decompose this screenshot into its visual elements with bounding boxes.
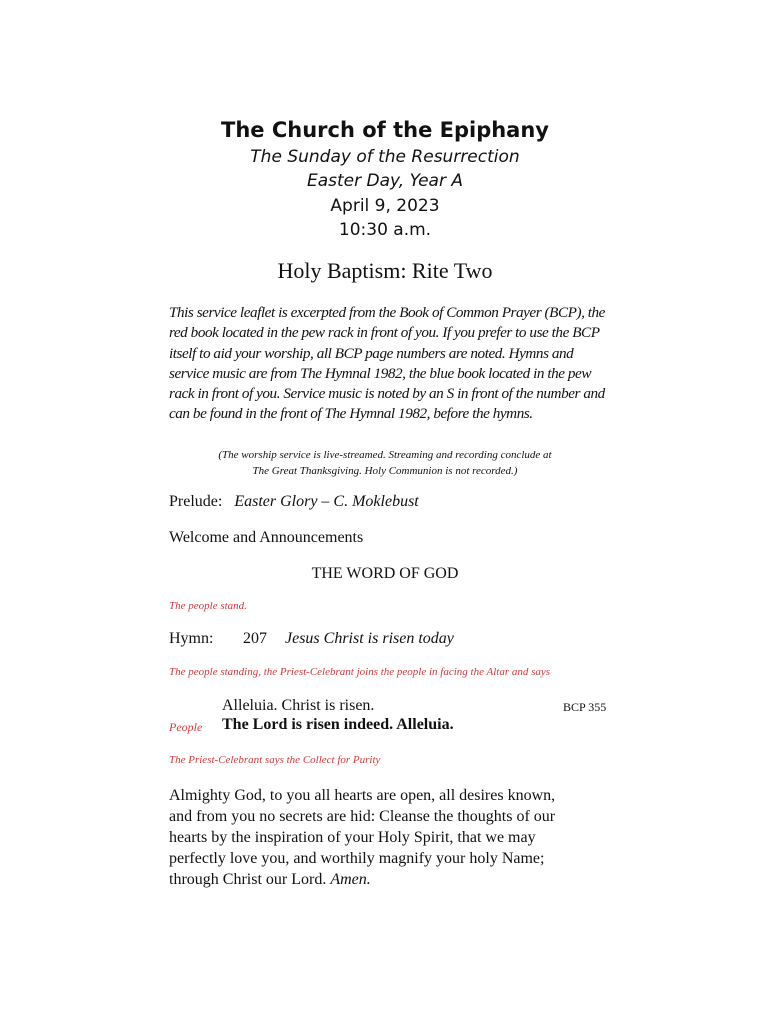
livestream-note-line2: The Great Thanksgiving. Holy Communion is not recorded.) — [252, 465, 518, 477]
collect-for-purity — [169, 785, 599, 890]
livestream-note — [0, 447, 770, 479]
service-title: Holy Baptism: Rite Two — [277, 258, 493, 283]
livestream-note-line1: (The worship service is live-streamed. Streaming and recording conclude at — [218, 449, 552, 461]
people-response: The Lord is risen indeed. Alleluia. — [222, 716, 454, 733]
collect-line: hearts by the inspiration of your Holy Spirit, that we may — [169, 829, 536, 846]
church-name: The Church of the Epiphany — [221, 118, 549, 142]
hymn-label: Hymn: — [169, 630, 214, 647]
hymn-number: 207 — [243, 630, 267, 647]
rubric-collect: The Priest-Celebrant says the Collect for Purity — [169, 754, 381, 766]
collect-line: through Christ our Lord. — [169, 871, 327, 888]
prelude-piece: Easter Glory – C. Moklebust — [234, 493, 419, 510]
sunday-name: The Sunday of the Resurrection — [250, 147, 520, 167]
collect-line: Almighty God, to you all hearts are open, all desires known, — [169, 787, 556, 804]
prelude-label: Prelude: — [169, 493, 223, 510]
service-time: 10:30 a.m. — [338, 220, 432, 240]
hymn-title: Jesus Christ is risen today — [285, 630, 454, 647]
section-heading: THE WORD OF GOD — [311, 565, 459, 582]
rubric-stand: The people stand. — [169, 600, 247, 612]
people-label: People — [169, 720, 203, 734]
welcome-line: Welcome and Announcements — [169, 529, 364, 546]
collect-line-final — [169, 869, 599, 890]
rubric-facing-altar: The people standing, the Priest-Celebrant joins the people in facing the Altar and says — [169, 666, 551, 678]
liturgical-day: Easter Day, Year A — [306, 171, 463, 191]
collect-line: and from you no secrets are hid: Cleanse the thoughts of our — [169, 808, 556, 825]
service-date: April 9, 2023 — [330, 196, 440, 216]
celebrant-acclamation: Alleluia. Christ is risen. — [222, 697, 375, 714]
collect-line: perfectly love you, and worthily magnify your holy Name; — [169, 850, 545, 867]
bcp-page-ref: BCP 355 — [563, 700, 607, 714]
prelude-line — [169, 493, 419, 511]
hymn-line — [169, 630, 454, 648]
amen: Amen. — [330, 871, 371, 888]
intro-paragraph: This service leaflet is excerpted from the Book of Common Prayer (BCP), the red book located in the pew rack in front of you. If you prefer to use the BCP itself to aid your worship, all BCP page numbers are noted. Hymns and service music are from The Hymnal 1982, the blue book located in the pew rack in front of you. Service music is noted by an S in front of the number and can be found in the front of The Hymnal 1982, before the hymns. — [169, 304, 605, 423]
